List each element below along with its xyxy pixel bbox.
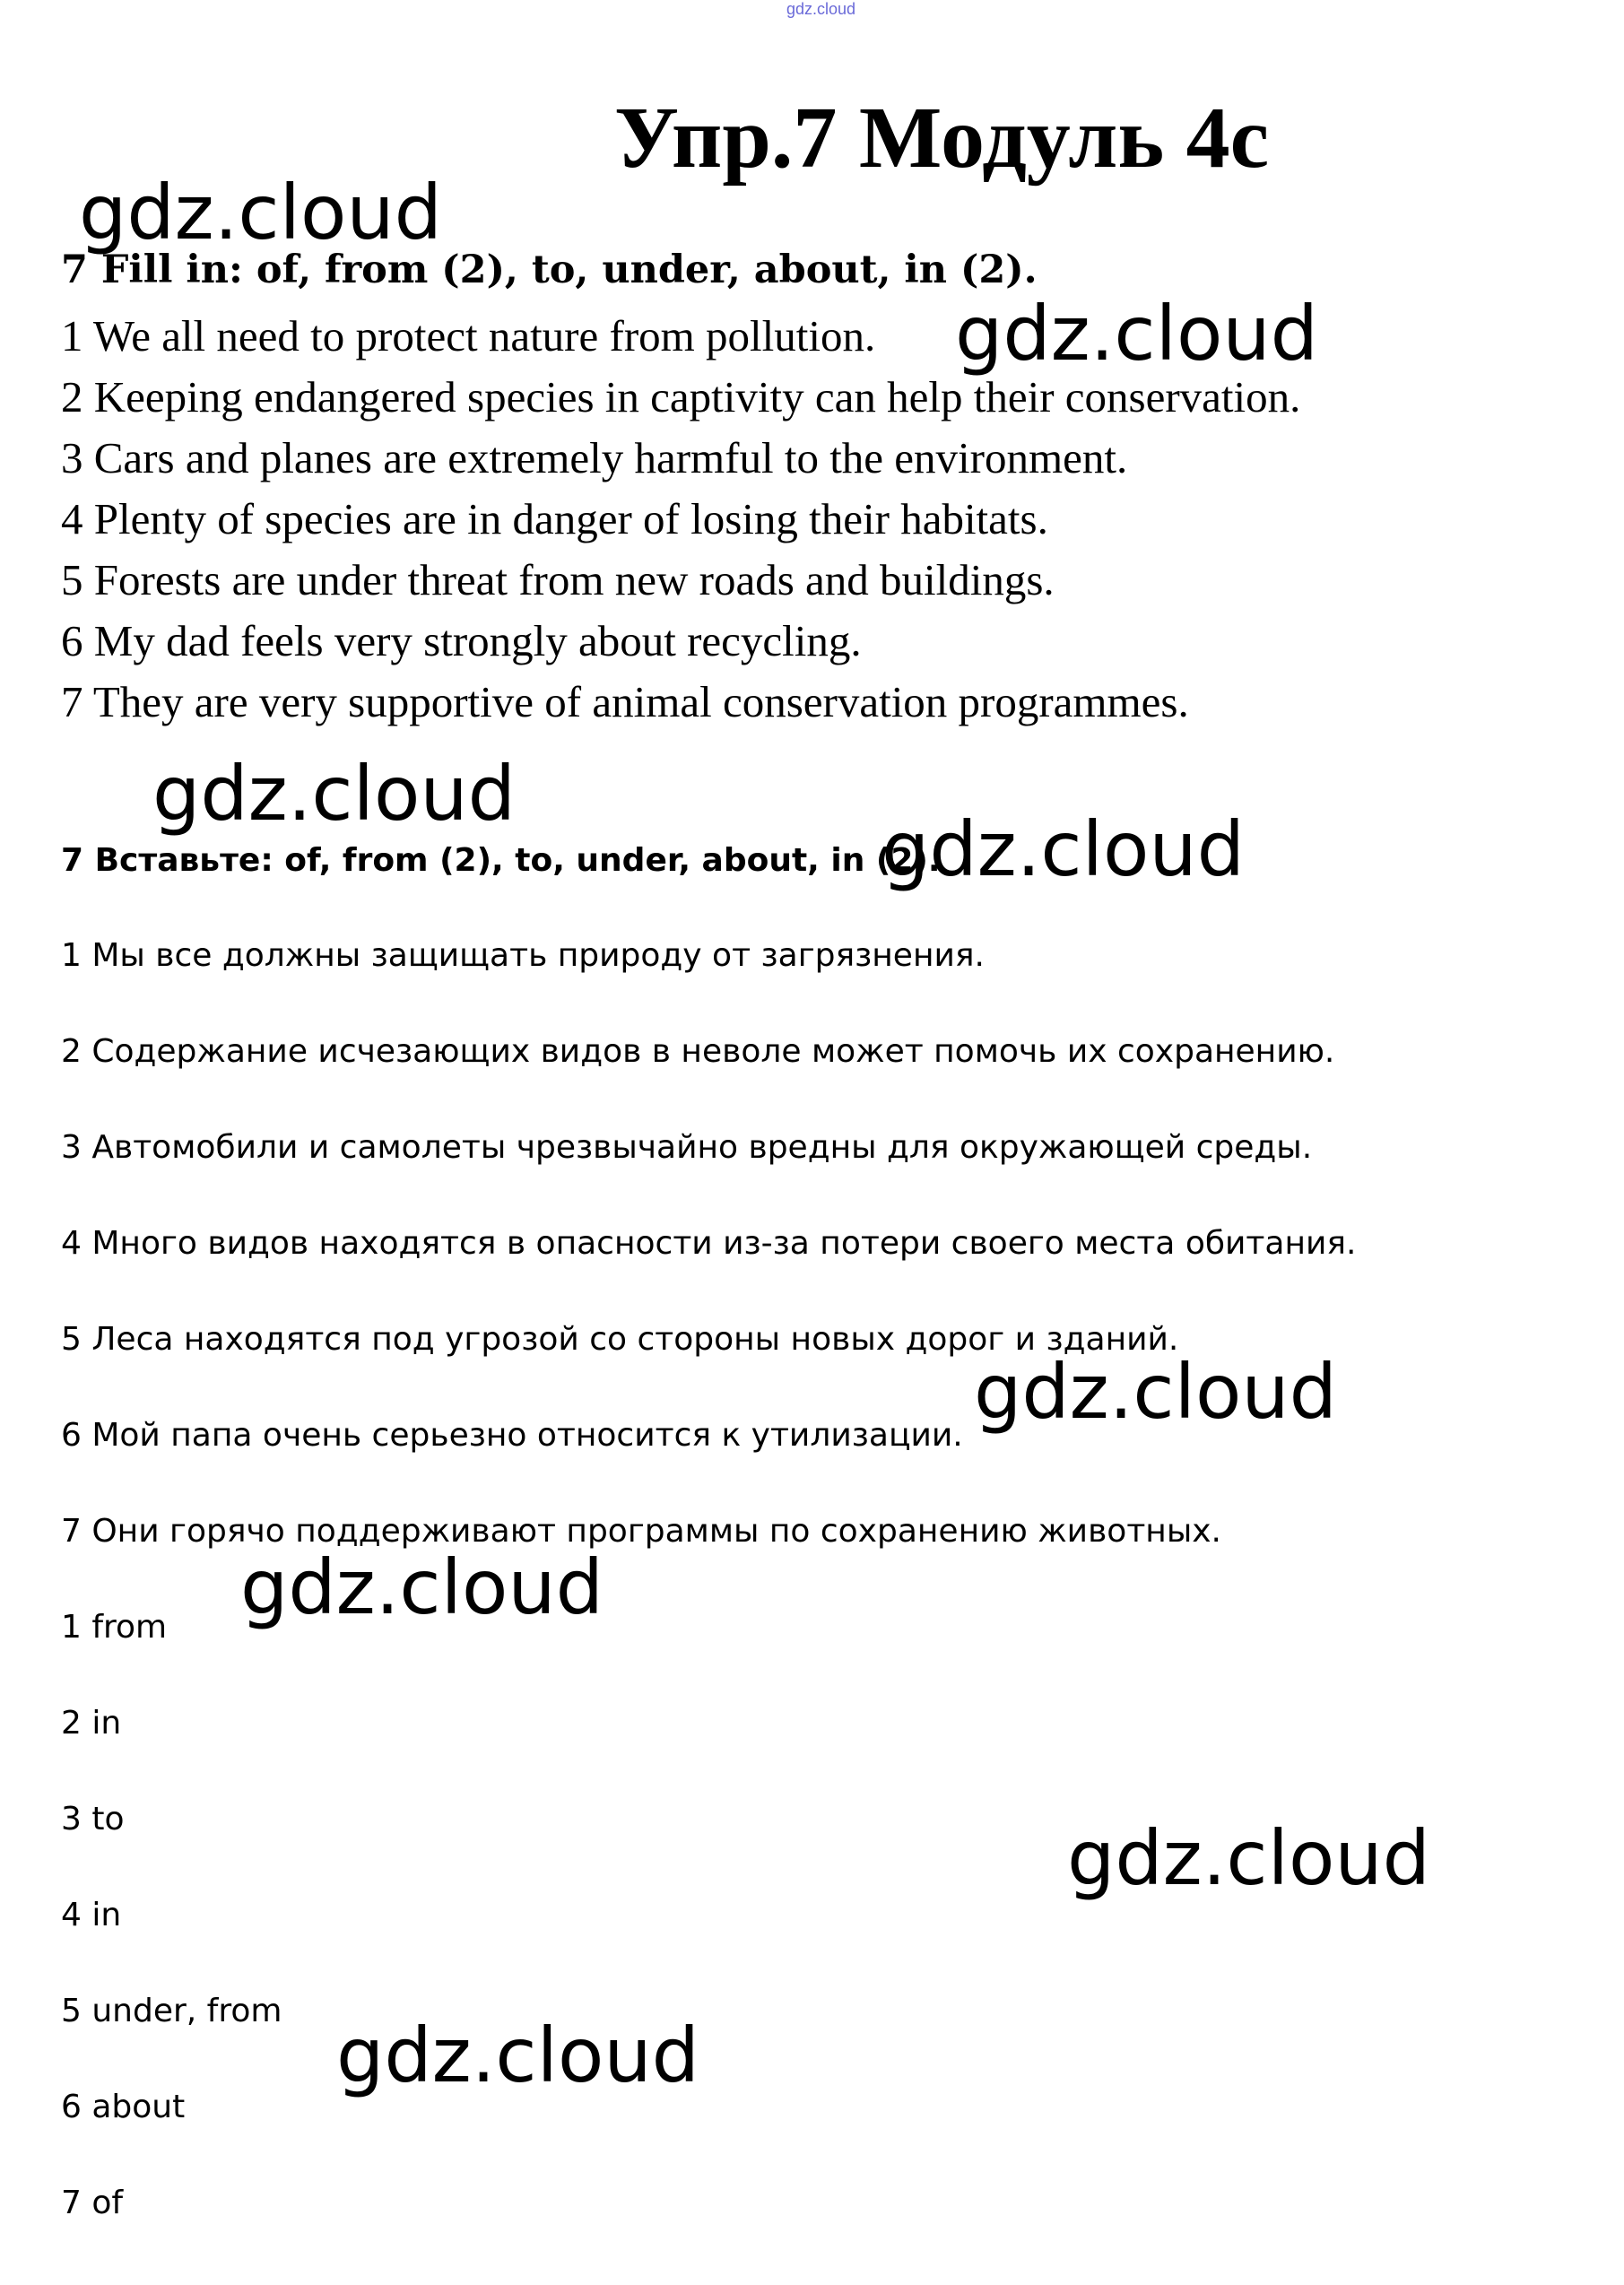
english-sentence: 7 They are very supportive of animal conservation programmes. xyxy=(61,677,1189,726)
top-watermark: gdz.cloud xyxy=(786,0,856,18)
english-sentence: 4 Plenty of species are in danger of losing their habitats. xyxy=(61,494,1048,543)
exercise-heading-english: 7 Fill in: of, from (2), to, under, about, in (2). xyxy=(61,248,1038,292)
answer-item: 4 in xyxy=(61,1897,122,1933)
page-title: Упр.7 Модуль 4c xyxy=(614,90,1270,187)
english-sentence: 3 Cars and planes are extremely harmful to the environment. xyxy=(61,433,1128,482)
watermark: gdz.cloud xyxy=(152,750,516,838)
watermark: gdz.cloud xyxy=(955,290,1318,378)
answer-item: 6 about xyxy=(61,2089,186,2125)
russian-sentence: 2 Содержание исчезающих видов в неволе может помочь их сохранению. xyxy=(61,1033,1335,1070)
russian-sentence: 4 Много видов находятся в опасности из-за потери своего места обитания. xyxy=(61,1225,1357,1262)
exercise-heading-russian: 7 Вставьте: of, from (2), to, under, about, in (2). xyxy=(61,842,941,879)
english-sentence: 6 My dad feels very strongly about recycling. xyxy=(61,616,862,665)
russian-sentence: 7 Они горячо поддерживают программы по сохранению животных. xyxy=(61,1513,1221,1550)
answer-item: 2 in xyxy=(61,1705,122,1742)
watermark: gdz.cloud xyxy=(79,169,442,256)
watermark: gdz.cloud xyxy=(974,1348,1337,1436)
russian-sentence: 3 Автомобили и самолеты чрезвычайно вредны для окружающей среды. xyxy=(61,1129,1313,1166)
english-sentence: 1 We all need to protect nature from pollution. xyxy=(61,311,876,361)
watermark: gdz.cloud xyxy=(881,805,1245,893)
watermark: gdz.cloud xyxy=(1067,1814,1430,1902)
english-sentence: 2 Keeping endangered species in captivity can help their conservation. xyxy=(61,372,1301,421)
english-sentence: 5 Forests are under threat from new roads and buildings. xyxy=(61,555,1055,604)
answer-item: 7 of xyxy=(61,2185,124,2221)
russian-sentence: 1 Мы все должны защищать природу от загрязнения. xyxy=(61,937,985,974)
answer-item: 3 to xyxy=(61,1801,125,1838)
russian-sentence: 5 Леса находятся под угрозой со стороны новых дорог и зданий. xyxy=(61,1321,1179,1358)
watermark: gdz.cloud xyxy=(336,2011,699,2099)
answer-item: 5 under, from xyxy=(61,1993,282,2029)
russian-sentence: 6 Мой папа очень серьезно относится к утилизации. xyxy=(61,1417,963,1454)
answer-item: 1 from xyxy=(61,1609,168,1646)
watermark: gdz.cloud xyxy=(240,1543,604,1631)
